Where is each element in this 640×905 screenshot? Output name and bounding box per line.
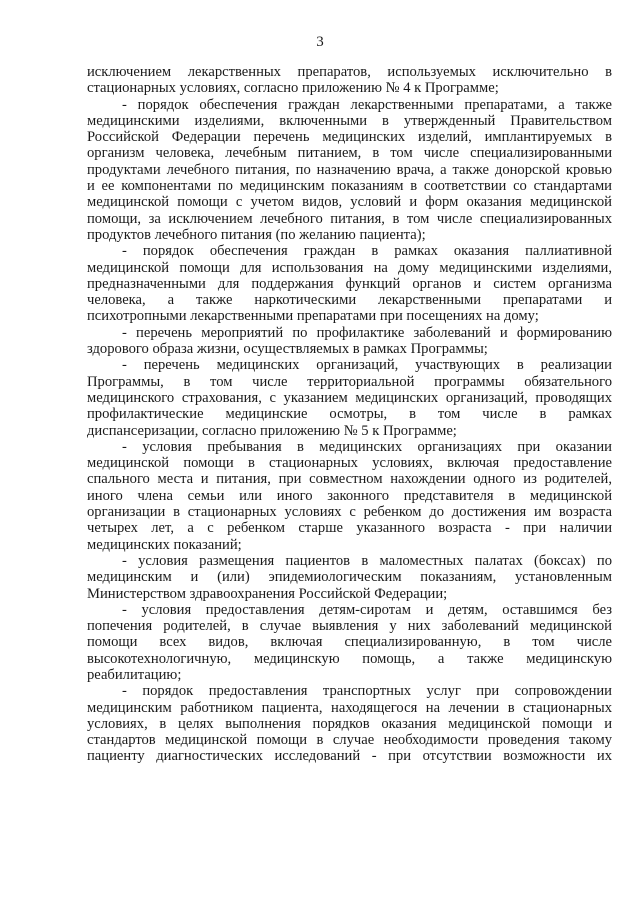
text-line: диспансеризации, согласно приложению № 5 к Программе; xyxy=(87,422,457,439)
text-line: здорового образа жизни, осуществляемых в рамках Программы; xyxy=(87,341,488,358)
text-line: профилактические медицинские осмотры, в том числе в рамках xyxy=(87,406,612,423)
text-line: медицинским и (или) эпидемиологическим показаниям, установленным xyxy=(87,569,612,586)
paragraph xyxy=(87,325,612,358)
text-line: медицинскими изделиями, включенными в утвержденный Правительством xyxy=(87,112,612,129)
text-line: медицинским работником пациента, находящегося на лечении в стационарных xyxy=(87,699,612,716)
text-line: стационарных условиях, согласно приложению № 4 к Программе; xyxy=(87,80,499,97)
text-line: организм человека, лечебным питанием, в том числе специализированными xyxy=(87,145,612,162)
text-line: исключением лекарственных препаратов, используемых исключительно в xyxy=(87,64,612,80)
text-line: предназначенными для поддержания функций органов и систем организма xyxy=(87,275,612,292)
text-line: - порядок предоставления транспортных услуг при сопровождении xyxy=(122,683,612,700)
text-line: медицинского страхования, с указанием медицинских организаций, проводящих xyxy=(87,389,612,406)
text-line: Программы, в том числе территориальной программы обязательного xyxy=(87,373,612,390)
text-line: продуктов лечебного питания (по желанию пациента); xyxy=(87,226,426,243)
paragraph xyxy=(87,243,612,324)
text-line: - перечень медицинских организаций, участвующих в реализации xyxy=(122,357,612,374)
text-line: пациенту диагностических исследований - при отсутствии возможности их xyxy=(87,748,612,765)
text-line: четырех лет, а с ребенком старше указанного возраста - при наличии xyxy=(87,520,612,537)
text-line: и ее компонентами по медицинским показаниям в соответствии со стандартами xyxy=(87,178,612,195)
text-line: медицинской помощи для использования на дому медицинскими изделиями, xyxy=(87,259,612,276)
text-line: - условия предоставления детям-сиротам и детям, оставшимся без xyxy=(122,601,612,618)
text-line: - порядок обеспечения граждан лекарственными препаратами, а также xyxy=(122,96,612,113)
paragraph xyxy=(87,97,612,244)
text-line: психотропными лекарственными препаратами при посещениях на дому; xyxy=(87,308,539,325)
document-body xyxy=(87,64,612,765)
text-line: Министерством здравоохранения Российской Федерации; xyxy=(87,585,448,602)
text-line: Российской Федерации перечень медицинских изделий, имплантируемых в xyxy=(87,129,612,146)
text-line: высокотехнологичную, медицинскую помощь, а также медицинскую xyxy=(87,650,612,667)
text-line: медицинской помощи в стационарных условиях, включая предоставление xyxy=(87,455,612,472)
text-line: попечения родителей, в случае выявления у них заболеваний медицинской xyxy=(87,618,612,635)
paragraph xyxy=(87,439,612,553)
text-line: условиях, в целях выполнения порядков оказания медицинской помощи и xyxy=(87,715,612,732)
page-number: 3 xyxy=(316,34,324,50)
text-line: - условия пребывания в медицинских организациях при оказании xyxy=(122,438,612,455)
text-line: помощи, за исключением лечебного питания, в том числе специализированных xyxy=(87,210,612,227)
text-line: стандартов медицинской помощи в случае необходимости проведения такому xyxy=(87,732,612,749)
text-line: продуктами лечебного питания, по назначению врача, а также донорской кровью xyxy=(87,161,612,178)
text-line: иного члена семьи или иного законного представителя в медицинской xyxy=(87,487,612,504)
text-line: медицинской помощи с учетом видов, условий и форм оказания медицинской xyxy=(87,194,612,211)
text-line: спального места и питания, при совместном нахождении одного из родителей, xyxy=(87,471,612,488)
paragraph xyxy=(87,64,612,97)
text-line: человека, а также наркотическими лекарственными препаратами и xyxy=(87,292,612,309)
paragraph xyxy=(87,553,612,602)
text-line: помощи всех видов, включая специализированную, в том числе xyxy=(87,634,612,651)
text-line: организации в стационарных условиях с ребенком до достижения им возраста xyxy=(87,504,612,521)
paragraph xyxy=(87,357,612,438)
paragraph xyxy=(87,602,612,683)
paragraph xyxy=(87,683,612,764)
text-line: - порядок обеспечения граждан в рамках оказания паллиативной xyxy=(122,243,612,260)
text-line: реабилитацию; xyxy=(87,666,182,683)
text-line: - перечень мероприятий по профилактике заболеваний и формированию xyxy=(122,324,612,341)
text-line: медицинских показаний; xyxy=(87,536,242,553)
text-line: - условия размещения пациентов в маломестных палатах (боксах) по xyxy=(122,552,612,569)
